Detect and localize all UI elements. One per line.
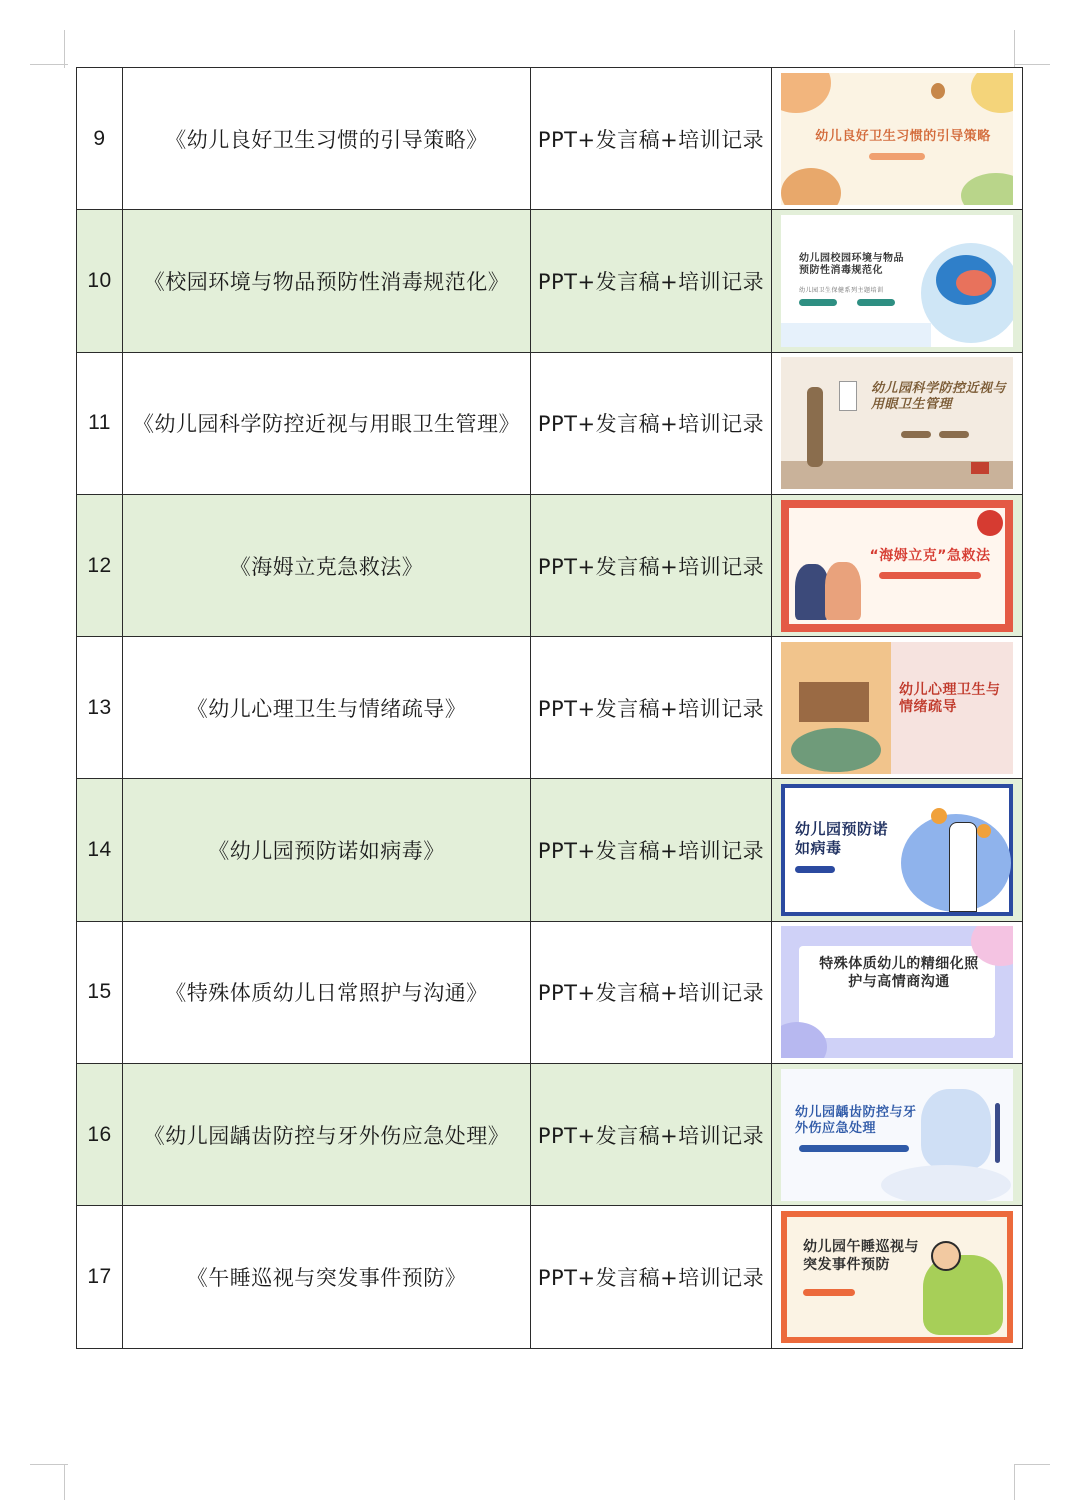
crop-mark: [1014, 1464, 1015, 1500]
material-format: PPT+发言稿+培训记录: [531, 68, 772, 210]
slide-title: 幼儿园预防诺如病毒: [795, 820, 889, 857]
course-title: 《特殊体质幼儿日常照护与沟通》: [123, 921, 531, 1063]
slide-thumbnail: [781, 1069, 1013, 1201]
slide-thumbnail: [781, 500, 1013, 632]
slide-thumbnail: [781, 642, 1013, 774]
slide-title: 幼儿心理卫生与情绪疏导: [899, 681, 1001, 716]
table-row: [77, 494, 1023, 636]
slide-title: 幼儿园龋齿防控与牙外伤应急处理: [795, 1104, 917, 1136]
course-title: 《幼儿良好卫生习惯的引导策略》: [123, 68, 531, 210]
material-format: PPT+发言稿+培训记录: [531, 921, 772, 1063]
crop-mark: [1014, 64, 1050, 65]
crop-mark: [30, 64, 68, 65]
course-title: 《幼儿园龋齿防控与牙外伤应急处理》: [123, 1064, 531, 1206]
material-format: PPT+发言稿+培训记录: [531, 1206, 772, 1348]
course-title: 《校园环境与物品预防性消毒规范化》: [123, 210, 531, 352]
table-row: [77, 1064, 1023, 1206]
table-row: [77, 637, 1023, 779]
slide-title: 幼儿园校园环境与物品预防性消毒规范化: [799, 252, 904, 277]
row-number: 9: [77, 68, 123, 210]
slide-thumbnail: [781, 357, 1013, 489]
row-number: 10: [77, 210, 123, 352]
course-title: 《幼儿园预防诺如病毒》: [123, 779, 531, 921]
crop-mark: [1014, 30, 1015, 68]
row-number: 12: [77, 494, 123, 636]
course-title: 《幼儿心理卫生与情绪疏导》: [123, 637, 531, 779]
slide-subtitle: 幼儿园卫生保健系列主题培训: [799, 286, 884, 294]
row-number: 17: [77, 1206, 123, 1348]
training-materials-table: [76, 67, 1023, 1349]
material-format: PPT+发言稿+培训记录: [531, 637, 772, 779]
material-format: PPT+发言稿+培训记录: [531, 494, 772, 636]
slide-title: 幼儿良好卫生习惯的引导策略: [815, 128, 991, 144]
table-row: [77, 68, 1023, 210]
course-title: 《午睡巡视与突发事件预防》: [123, 1206, 531, 1348]
slide-title: 幼儿园科学防控近视与用眼卫生管理: [871, 381, 1007, 413]
row-number: 11: [77, 352, 123, 494]
slide-title: 特殊体质幼儿的精细化照护与高情商沟通: [819, 956, 979, 990]
slide-thumbnail: [781, 215, 1013, 347]
table-row: [77, 921, 1023, 1063]
row-number: 16: [77, 1064, 123, 1206]
table-row: [77, 210, 1023, 352]
slide-title: “海姆立克”急救法: [869, 547, 991, 564]
slide-thumbnail: [781, 1211, 1013, 1343]
crop-mark: [64, 30, 65, 68]
slide-thumbnail: [781, 926, 1013, 1058]
crop-mark: [64, 1464, 65, 1500]
crop-mark: [30, 1464, 68, 1465]
row-number: 13: [77, 637, 123, 779]
row-number: 14: [77, 779, 123, 921]
course-title: 《幼儿园科学防控近视与用眼卫生管理》: [123, 352, 531, 494]
material-format: PPT+发言稿+培训记录: [531, 352, 772, 494]
slide-title: 幼儿园午睡巡视与突发事件预防: [803, 1239, 919, 1273]
course-title: 《海姆立克急救法》: [123, 494, 531, 636]
slide-thumbnail: [781, 784, 1013, 916]
material-format: PPT+发言稿+培训记录: [531, 779, 772, 921]
table-row: [77, 779, 1023, 921]
table-row: [77, 352, 1023, 494]
material-format: PPT+发言稿+培训记录: [531, 1064, 772, 1206]
material-format: PPT+发言稿+培训记录: [531, 210, 772, 352]
table-row: [77, 1206, 1023, 1348]
row-number: 15: [77, 921, 123, 1063]
slide-thumbnail: [781, 73, 1013, 205]
crop-mark: [1014, 1464, 1050, 1465]
